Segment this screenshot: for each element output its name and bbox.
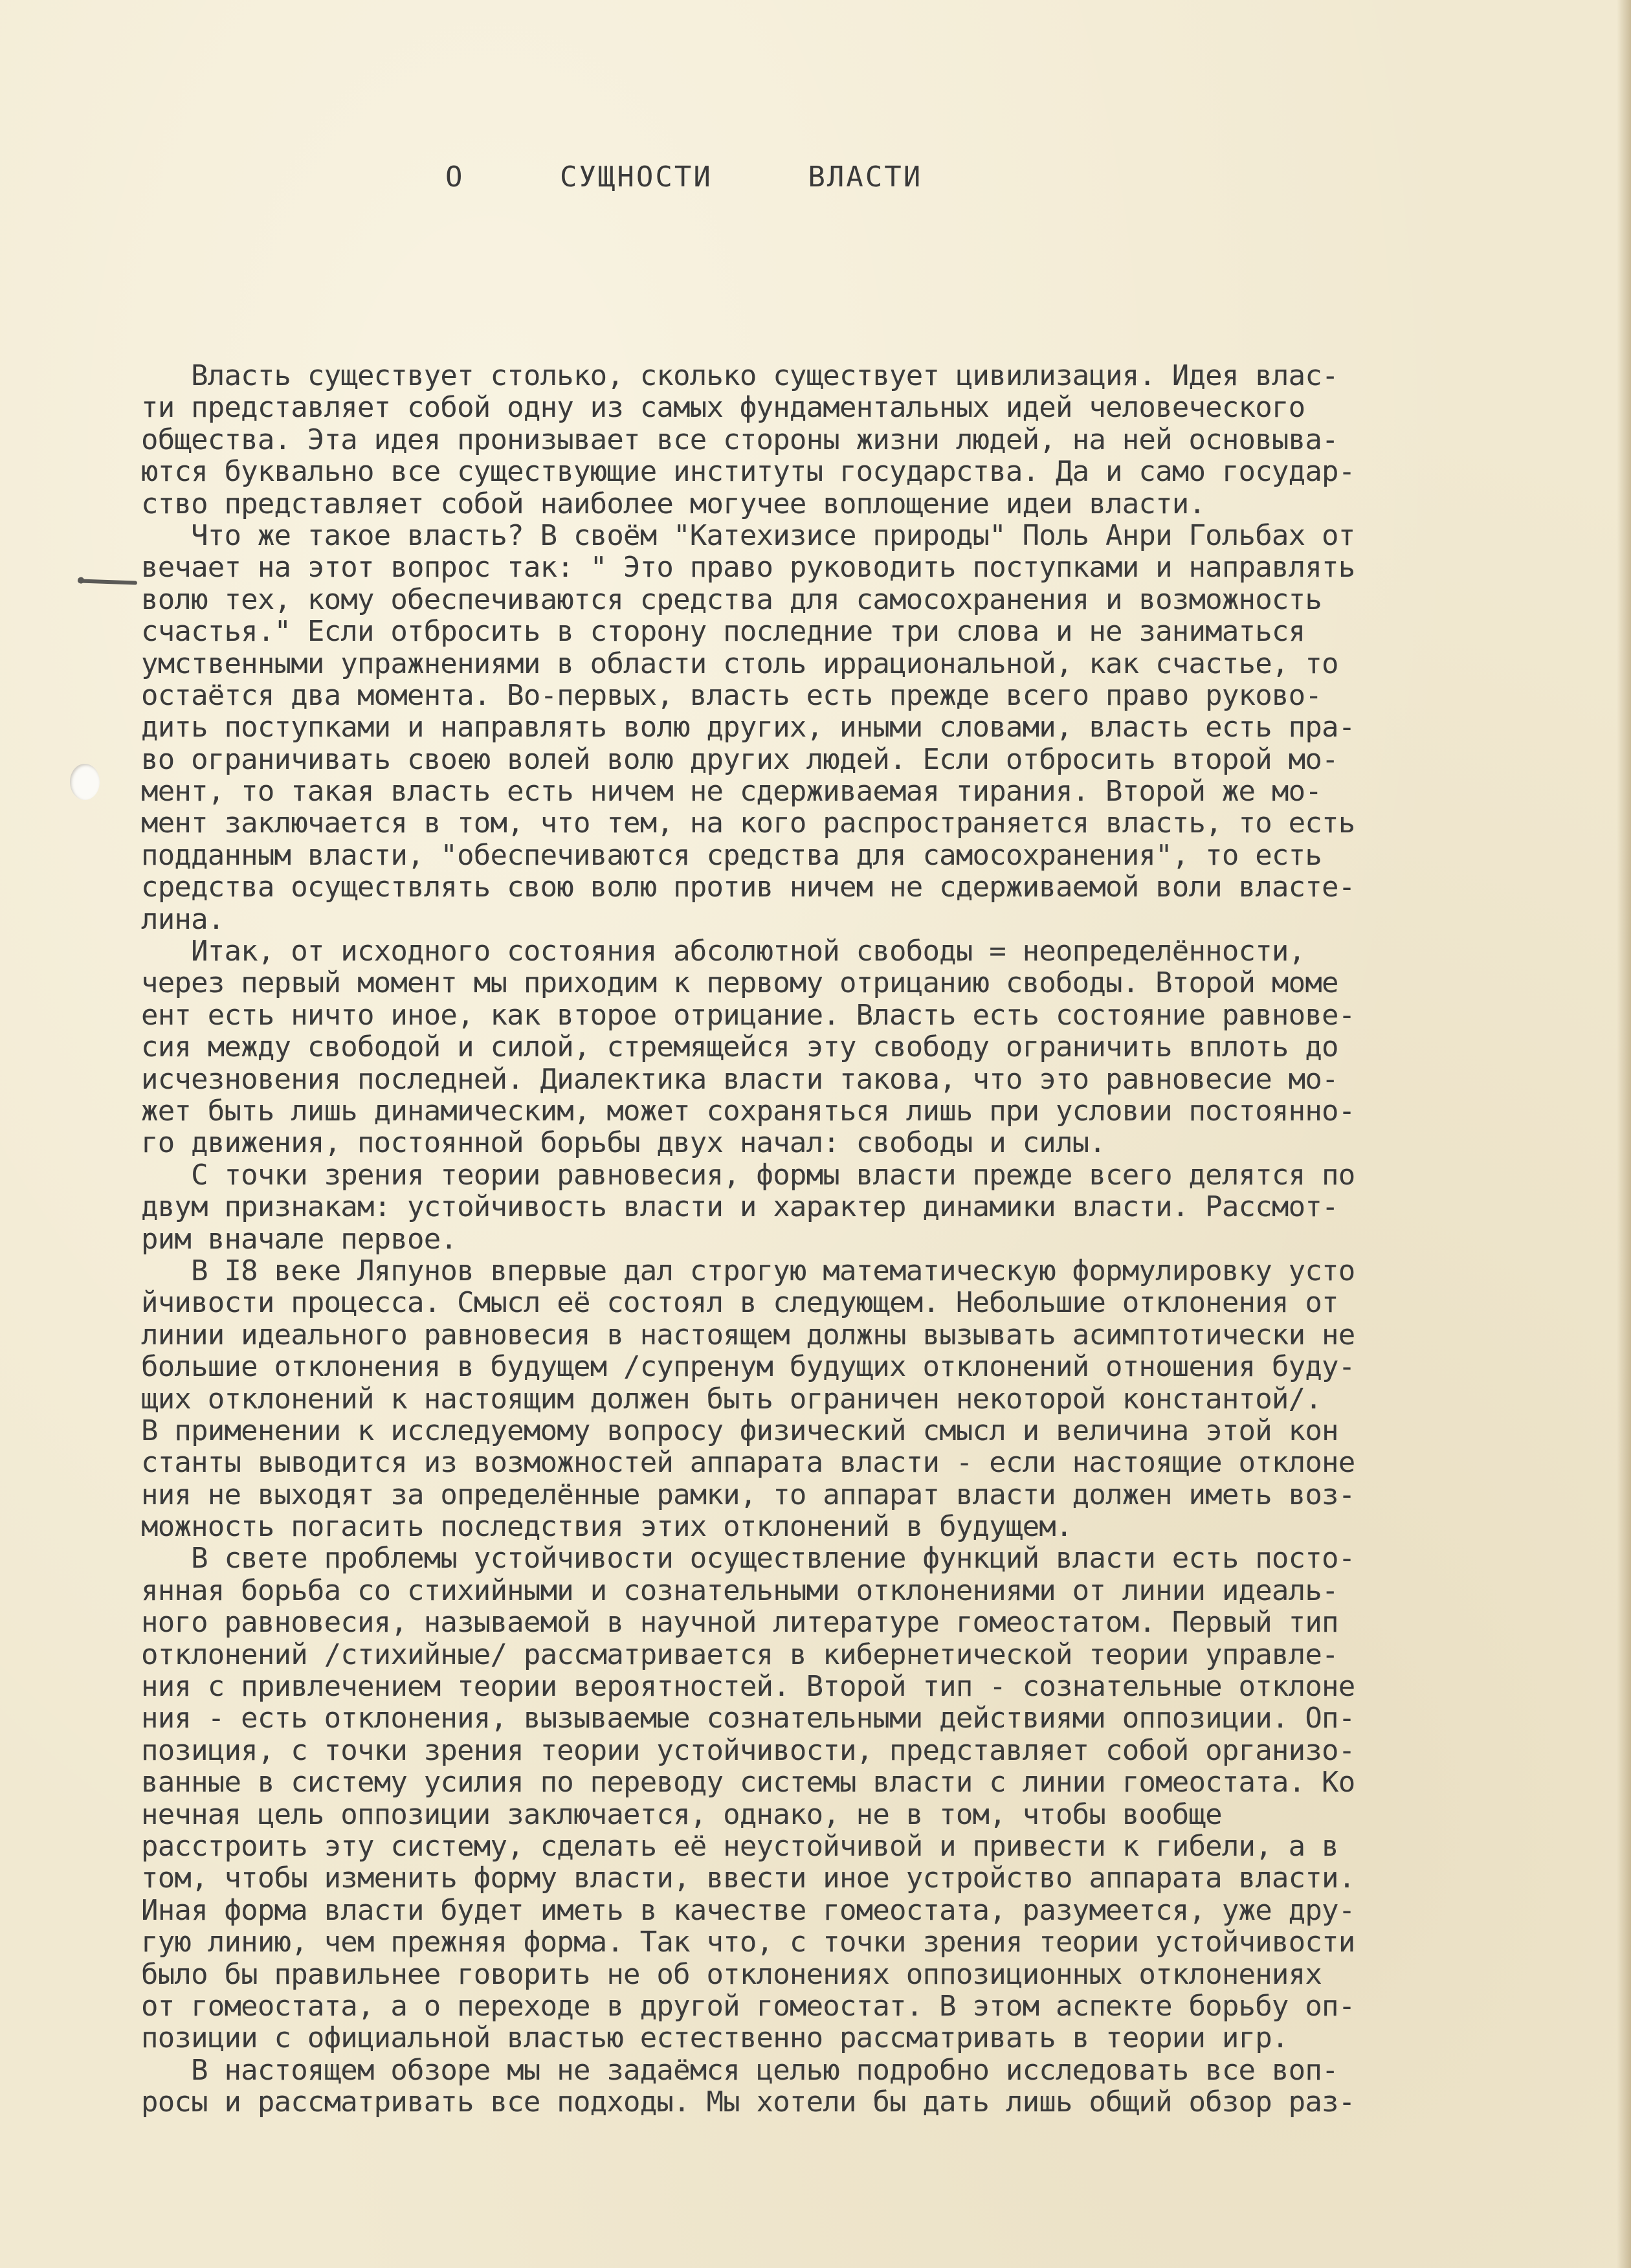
page-edge-shadow [1617, 0, 1631, 2268]
text-line: от гомеостата, а о переходе в другой гомеостат. В этом аспекте борьбу оп- [141, 1989, 1355, 2023]
text-line: ния - есть отклонения, вызываемые сознательными действиями оппозиции. Оп- [141, 1702, 1355, 1735]
text-line: остаётся два момента. Во-первых, власть есть прежде всего право руково- [141, 678, 1322, 712]
text-line: лина. [141, 902, 225, 936]
text-line: гую линию, чем прежняя форма. Так что, с точки зрения теории устойчивости [141, 1926, 1355, 1959]
text-line: В применении к исследуемому вопросу физический смысл и величина этой кон [141, 1414, 1338, 1447]
text-line: станты выводится из возможностей аппарата власти - если настоящие отклоне [141, 1446, 1355, 1480]
text-line: том, чтобы изменить форму власти, ввести иное устройство аппарата власти. [141, 1862, 1355, 1895]
text-line: исчезновения последней. Диалектика власти такова, что это равновесие мо- [141, 1062, 1338, 1096]
text-line: нечная цель оппозиции заключается, однако, не в том, чтобы вообще [141, 1797, 1222, 1831]
text-line: позиция, с точки зрения теории устойчивости, представляет собой организо- [141, 1733, 1355, 1767]
text-line: ство представляет собой наиболее могучее воплощение идеи власти. [141, 487, 1206, 520]
text-line: линии идеального равновесия в настоящем должны вызывать асимптотически не [141, 1318, 1355, 1351]
text-line: счастья." Если отбросить в сторону последние три слова и не заниматься [141, 615, 1305, 649]
text-line: ти представляет собой одну из самых фундаментальных идей человеческого [141, 391, 1305, 425]
text-line: дить поступками и направлять волю других, иными словами, власть есть пра- [141, 711, 1355, 744]
text-line: большие отклонения в будущем /супренум будущих отклонений отношения буду- [141, 1350, 1355, 1384]
text-line: ются буквально все существующие институты государства. Да и само государ- [141, 455, 1355, 489]
text-line: ент есть ничто иное, как второе отрицание. Власть есть состояние равнове- [141, 998, 1355, 1032]
text-line: щих отклонений к настоящим должен быть ограничен некоторой константой/. [141, 1382, 1322, 1416]
text-line: ния не выходят за определённые рамки, то аппарат власти должен иметь воз- [141, 1478, 1355, 1511]
text-line: Итак, от исходного состояния абсолютной свободы = неопределённости, [141, 935, 1305, 968]
text-line: сия между свободой и силой, стремящейся эту свободу ограничить вплоть до [141, 1030, 1338, 1064]
document-body [141, 360, 1591, 2118]
text-line: В настоящем обзоре мы не задаёмся целью подробно исследовать все воп- [141, 2053, 1338, 2087]
text-line: Иная форма власти будет иметь в качестве гомеостата, разумеется, уже дру- [141, 1893, 1355, 1927]
text-line: янная борьба со стихийными и сознательными отклонениями от линии идеаль- [141, 1573, 1338, 1607]
text-line: Власть существует столько, сколько существует цивилизация. Идея влас- [141, 359, 1338, 392]
text-line: мент, то такая власть есть ничем не сдерживаемая тирания. Второй же мо- [141, 775, 1322, 808]
text-line: С точки зрения теории равновесия, формы власти прежде всего делятся по [141, 1158, 1355, 1192]
text-line: умственными упражнениями в области столь иррациональной, как счастье, то [141, 647, 1338, 680]
text-line: В свете проблемы устойчивости осуществление функций власти есть посто- [141, 1542, 1355, 1575]
text-line: ного равновесия, называемой в научной литературе гомеостатом. Первый тип [141, 1606, 1338, 1640]
text-line: можность погасить последствия этих отклонений в будущем. [141, 1510, 1072, 1544]
text-line: двум признакам: устойчивость власти и характер динамики власти. Рассмот- [141, 1190, 1338, 1224]
text-line: расстроить эту систему, сделать её неустойчивой и привести к гибели, а в [141, 1829, 1338, 1863]
document-title: О СУЩНОСТИ ВЛАСТИ [445, 161, 923, 194]
text-line: го движения, постоянной борьбы двух начал: свободы и силы. [141, 1126, 1106, 1160]
text-line: ния с привлечением теории вероятностей. Второй тип - сознательные отклоне [141, 1670, 1355, 1704]
margin-pen-mark [78, 579, 137, 584]
text-line: вечает на этот вопрос так: " Это право руководить поступками и направлять [141, 551, 1355, 584]
text-line: мент заключается в том, что тем, на кого распространяется власть, то есть [141, 806, 1355, 840]
text-line: ванные в систему усилия по переводу системы власти с линии гомеостата. Ко [141, 1766, 1355, 1799]
text-line: В I8 веке Ляпунов впервые дал строгую математическую формулировку усто [141, 1254, 1355, 1287]
text-line: было бы правильнее говорить не об отклонениях оппозиционных отклонениях [141, 1957, 1322, 1991]
text-line: отклонений /стихийные/ рассматривается в кибернетической теории управле- [141, 1638, 1338, 1671]
text-line: волю тех, кому обеспечиваются средства для самосохранения и возможность [141, 583, 1322, 616]
text-line: рим вначале первое. [141, 1222, 458, 1256]
text-line: жет быть лишь динамическим, может сохраняться лишь при условии постоянно- [141, 1094, 1355, 1128]
punch-hole-top [70, 764, 100, 800]
text-line: позиции с официальной властью естественно рассматривать в теории игр. [141, 2021, 1289, 2055]
text-line: Что же такое власть? В своём "Катехизисе природы" Поль Анри Гольбах от [141, 518, 1355, 552]
text-line: росы и рассматривать все подходы. Мы хотели бы дать лишь общий обзор раз- [141, 2085, 1355, 2119]
text-line: подданным власти, "обеспечиваются средства для самосохранения", то есть [141, 838, 1322, 872]
text-line: средства осуществлять свою волю против ничем не сдерживаемой воли властe- [141, 871, 1355, 904]
text-line: йчивости процесса. Смысл её состоял в следующем. Небольшие отклонения от [141, 1286, 1338, 1320]
text-line: во ограничивать своею волей волю других людей. Если отбросить второй мо- [141, 742, 1338, 776]
text-line: общества. Эта идея пронизывает все стороны жизни людей, на ней основыва- [141, 423, 1338, 456]
text-line: через первый момент мы приходим к первому отрицанию свободы. Второй моме [141, 966, 1338, 1000]
